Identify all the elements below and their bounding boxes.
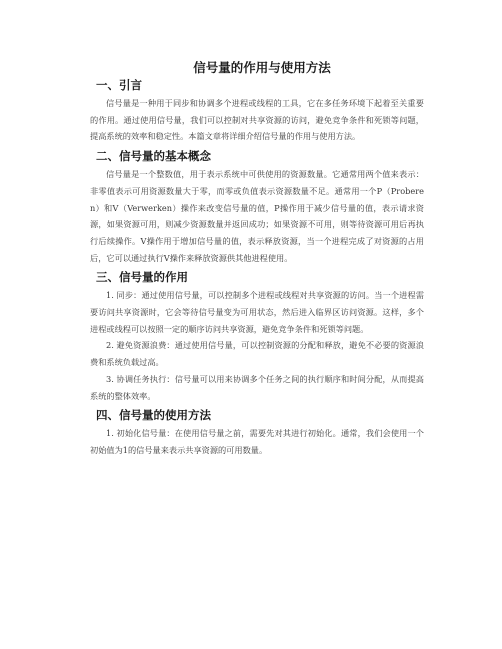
paragraph: 信号量是一种用于同步和协调多个进程或线程的工具，它在多任务环境下起着至关重要的作用。通过使用信号量，我们可以控制对共享资源的访问，避免竞争条件和死锁等问题，提高系统的效率和稳定性。本篇文章将详细介绍信号量的作用与使用方法。 — [90, 98, 424, 142]
paragraph: 2. 避免资源浪费：通过使用信号量，可以控制资源的分配和释放，避免不必要的资源浪费和系统负载过高。 — [90, 340, 424, 368]
section-heading: 四、信号量的使用方法 — [96, 408, 211, 423]
document-title: 信号量的作用与使用方法 — [193, 60, 331, 75]
paragraph: 信号量是一个整数值，用于表示系统中可供使用的资源数量。它通常用两个值来表示：非零值表示可用资源数量大于零，而零或负值表示资源数量不足。通常用一个P（Proberen）和V（Verwerken）操作来改变信号量的值，P操作用于减少信号量的值，表示请求资源，如果资源可用，则减少资源数量并返回成功；如果资源不可用，则等待资源可用后再执行后续操作。V操作用于增加信号量的值，表示释放资源，当一个进程完成了对资源的占用后，它可以通过执行V操作来释放资源供其他进程使用。 — [90, 169, 424, 263]
section-introduction — [90, 77, 424, 145]
section-heading: 三、信号量的作用 — [96, 270, 188, 285]
section-basic-concept — [90, 148, 424, 266]
section-heading: 一、引言 — [96, 78, 142, 92]
paragraph: 1. 同步：通过使用信号量，可以控制多个进程或线程对共享资源的访问。当一个进程需要访问共享资源时，它会等待信号量变为可用状态，然后进入临界区访问资源。这样，多个进程或线程可以按照一定的顺序访问共享资源，避免竞争条件和死锁等问题。 — [90, 290, 424, 334]
section-purpose — [90, 269, 424, 404]
section-usage — [90, 407, 424, 458]
section-heading: 二、信号量的基本概念 — [96, 149, 211, 164]
paragraph: 1. 初始化信号量：在使用信号量之前，需要先对其进行初始化。通常，我们会使用一个初始值为1的信号量来表示共享资源的可用数量。 — [90, 428, 424, 455]
paragraph: 3. 协调任务执行：信号量可以用来协调多个任务之间的执行顺序和时间分配，从而提高系统的整体效率。 — [90, 373, 424, 401]
